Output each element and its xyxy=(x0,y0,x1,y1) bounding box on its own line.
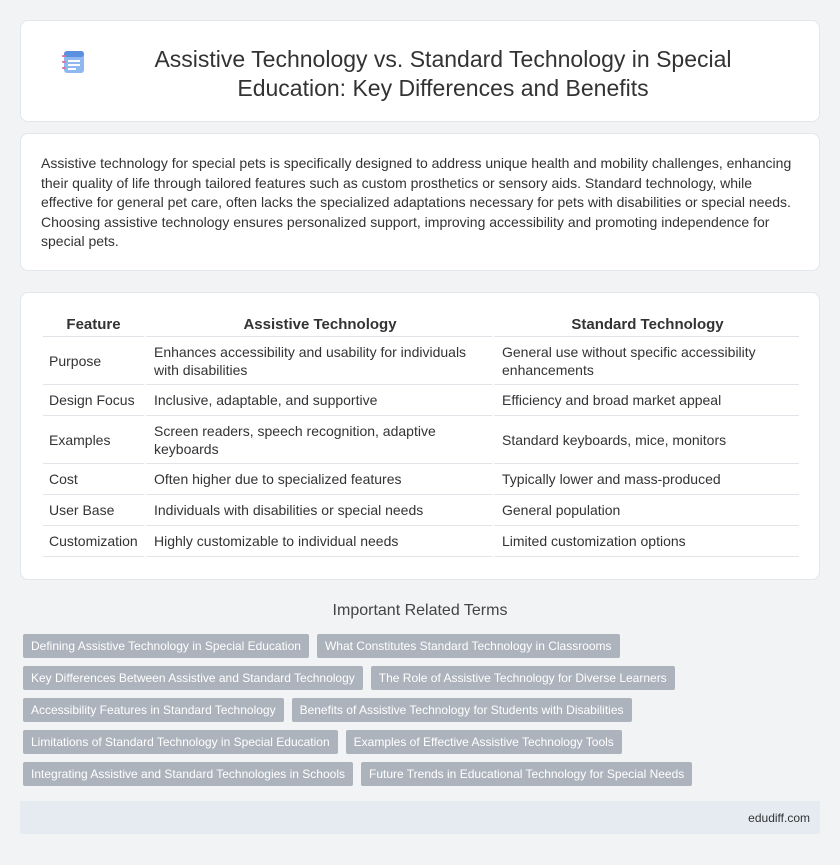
related-term-tag[interactable]: The Role of Assistive Technology for Diverse Learners xyxy=(371,666,675,690)
comparison-table xyxy=(43,313,799,557)
standard-cell: Efficiency and broad market appeal xyxy=(492,385,799,416)
table-row xyxy=(43,495,799,526)
footer-site-link[interactable]: edudiff.com xyxy=(748,811,810,825)
feature-cell: Examples xyxy=(43,416,144,464)
related-term-tag[interactable]: What Constitutes Standard Technology in Classrooms xyxy=(317,634,620,658)
column-header: Feature xyxy=(43,313,144,337)
assistive-cell: Individuals with disabilities or special needs xyxy=(144,495,492,526)
feature-cell: Customization xyxy=(43,526,144,557)
standard-cell: General population xyxy=(492,495,799,526)
table-row xyxy=(43,416,799,464)
assistive-cell: Enhances accessibility and usability for individuals with disabilities xyxy=(144,337,492,385)
column-header: Standard Technology xyxy=(492,313,799,337)
related-term-tag[interactable]: Integrating Assistive and Standard Technologies in Schools xyxy=(23,762,353,786)
standard-cell: Limited customization options xyxy=(492,526,799,557)
feature-cell: Cost xyxy=(43,464,144,495)
comparison-card xyxy=(20,292,820,580)
footer-bar xyxy=(20,801,820,834)
related-terms-heading: Important Related Terms xyxy=(332,602,508,619)
intro-paragraph: Assistive technology for special pets is specifically designed to address unique health and mobility challenges, enhancing their quality of life through tailored features such as custom prosthetics or sensory aids. Standard technology, while effective for general pet care, often lacks the specialized adaptations necessary for pets with disabilities or special needs. Choosing assistive technology ensures personalized support, improving accessibility and promoting independence for special pets. xyxy=(41,155,792,250)
title-card xyxy=(20,20,820,122)
standard-cell: General use without specific accessibility enhancements xyxy=(492,337,799,385)
intro-card xyxy=(20,133,820,271)
table-row xyxy=(43,526,799,557)
standard-cell: Standard keyboards, mice, monitors xyxy=(492,416,799,464)
document-icon xyxy=(61,49,87,75)
feature-cell: Design Focus xyxy=(43,385,144,416)
table-row xyxy=(43,464,799,495)
assistive-cell: Often higher due to specialized features xyxy=(144,464,492,495)
related-term-tag[interactable]: Limitations of Standard Technology in Special Education xyxy=(23,730,338,754)
table-row xyxy=(43,337,799,385)
related-term-tag[interactable]: Benefits of Assistive Technology for Students with Disabilities xyxy=(292,698,632,722)
assistive-cell: Inclusive, adaptable, and supportive xyxy=(144,385,492,416)
assistive-cell: Screen readers, speech recognition, adaptive keyboards xyxy=(144,416,492,464)
feature-cell: Purpose xyxy=(43,337,144,385)
table-row xyxy=(43,385,799,416)
related-term-tag[interactable]: Future Trends in Educational Technology for Special Needs xyxy=(361,762,692,786)
table-header-row xyxy=(43,313,799,337)
related-terms-list xyxy=(23,634,823,794)
related-term-tag[interactable]: Defining Assistive Technology in Special Education xyxy=(23,634,309,658)
page-title: Assistive Technology vs. Standard Technology in Special Education: Key Differences and Benefits xyxy=(154,46,732,101)
column-header: Assistive Technology xyxy=(144,313,492,337)
feature-cell: User Base xyxy=(43,495,144,526)
related-term-tag[interactable]: Key Differences Between Assistive and Standard Technology xyxy=(23,666,363,690)
related-term-tag[interactable]: Examples of Effective Assistive Technology Tools xyxy=(346,730,622,754)
related-term-tag[interactable]: Accessibility Features in Standard Technology xyxy=(23,698,284,722)
standard-cell: Typically lower and mass-produced xyxy=(492,464,799,495)
assistive-cell: Highly customizable to individual needs xyxy=(144,526,492,557)
